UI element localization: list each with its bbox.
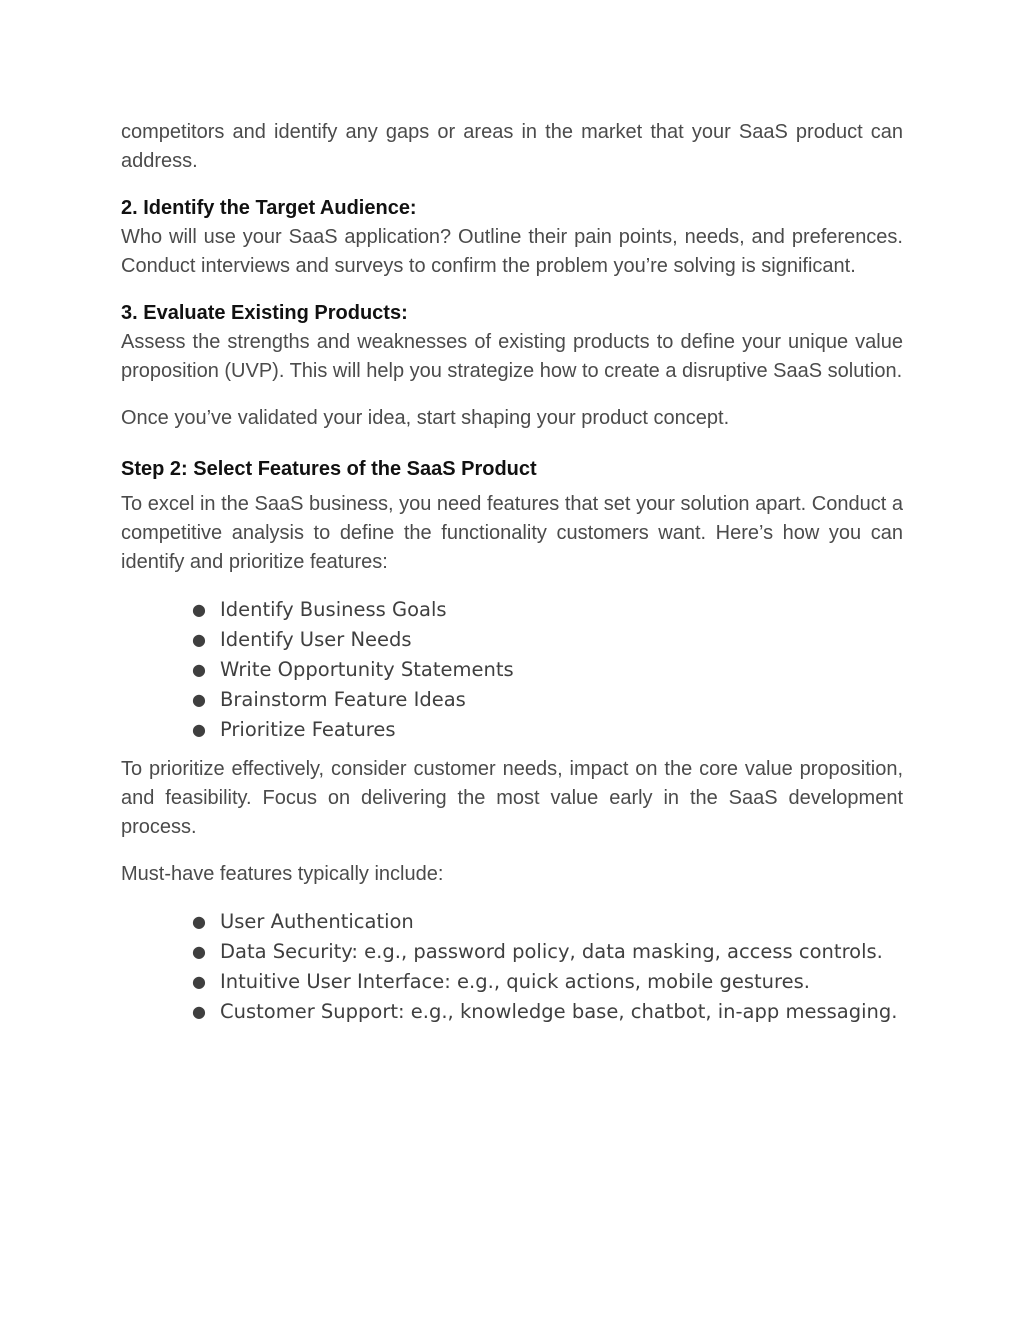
section-target-audience — [121, 194, 903, 281]
bullet-icon: ● — [192, 912, 206, 931]
step2-intro-paragraph: To excel in the SaaS business, you need features that set your solution apart. Conduct a competitive analysis to define the functionality customers want. Here’s how you can identify and prioritize features: — [121, 493, 903, 573]
section-heading: 2. Identify the Target Audience: — [121, 197, 417, 219]
list-item-text: Intuitive User Interface: e.g., quick actions, mobile gestures. — [220, 970, 810, 993]
list-item — [121, 685, 903, 715]
list-item — [121, 715, 903, 745]
section-body: Assess the strengths and weaknesses of existing products to define your unique value proposition (UVP). This will help you strategize how to create a disruptive SaaS solution. — [121, 331, 903, 382]
list-item — [121, 625, 903, 655]
step2-heading: Step 2: Select Features of the SaaS Product — [121, 458, 537, 480]
list-item — [121, 967, 903, 997]
section-existing-products — [121, 299, 903, 386]
bullet-icon: ● — [192, 690, 206, 709]
feature-steps-list — [121, 595, 903, 745]
list-item-text: Write Opportunity Statements — [220, 658, 514, 681]
prioritize-paragraph: To prioritize effectively, consider customer needs, impact on the core value proposition, and feasibility. Focus on delivering the most value early in the SaaS development process. — [121, 758, 903, 838]
list-item-text: Customer Support: e.g., knowledge base, chatbot, in-app messaging. — [220, 1000, 898, 1023]
bullet-icon: ● — [192, 972, 206, 991]
section-heading: 3. Evaluate Existing Products: — [121, 302, 408, 324]
bullet-icon: ● — [192, 1002, 206, 1021]
intro-continued-paragraph: competitors and identify any gaps or areas in the market that your SaaS product can address. — [121, 121, 903, 172]
list-item — [121, 907, 903, 937]
bullet-icon: ● — [192, 630, 206, 649]
must-have-intro: Must-have features typically include: — [121, 863, 444, 885]
list-item — [121, 997, 903, 1027]
list-item — [121, 655, 903, 685]
bullet-icon: ● — [192, 660, 206, 679]
bullet-icon: ● — [192, 942, 206, 961]
document-page — [121, 118, 903, 1037]
section-body: Who will use your SaaS application? Outline their pain points, needs, and preferences. Conduct interviews and surveys to confirm the problem you’re solving is significant. — [121, 226, 903, 277]
list-item-text: Identify User Needs — [220, 628, 412, 651]
bullet-icon: ● — [192, 720, 206, 739]
list-item-text: Prioritize Features — [220, 718, 396, 741]
list-item-text: Data Security: e.g., password policy, data masking, access controls. — [220, 940, 883, 963]
list-item-text: Identify Business Goals — [220, 598, 447, 621]
list-item-text: Brainstorm Feature Ideas — [220, 688, 466, 711]
list-item — [121, 595, 903, 625]
list-item-text: User Authentication — [220, 910, 414, 933]
must-have-features-list — [121, 907, 903, 1027]
bullet-icon: ● — [192, 600, 206, 619]
list-item — [121, 937, 903, 967]
validated-paragraph: Once you’ve validated your idea, start shaping your product concept. — [121, 407, 730, 429]
